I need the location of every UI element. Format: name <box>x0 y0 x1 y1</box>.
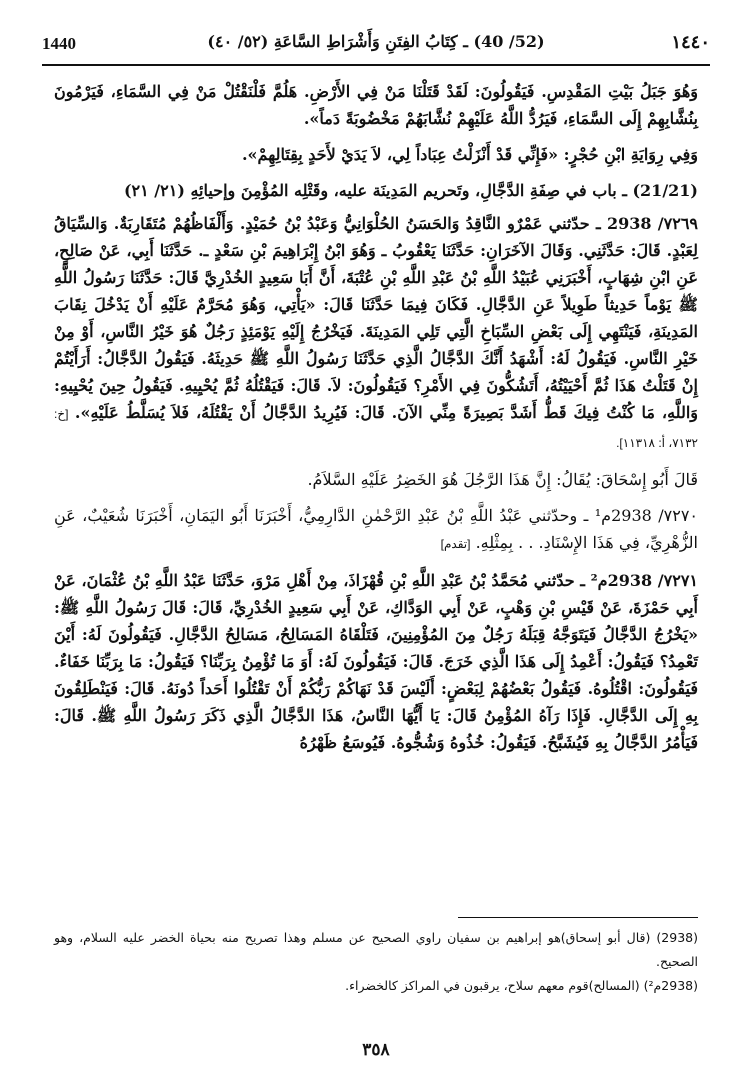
page-number-arabic: ١٤٤٠ <box>671 32 710 53</box>
paragraph-continuation: وَهُوَ جَبَلُ بَيْتِ المَقْدِسِ. فَيَقُولُونَ: لَقَدْ قَتَلْنَا مَنْ فِي الأَرْضِ. هَلُمَّ فَلْنَقْتُلْ مَنْ فِي السَّمَاءِ، فَيَرْمُونَ بِنُشَّابِهِمْ إِلَى السَّمَاءِ، فَيَرُدُّ اللَّهُ عَلَيْهِمْ نُشَّابَهُمْ مَخْضُوبَةً دَماً». <box>54 82 698 128</box>
page-number-latin: 1440 <box>42 34 76 53</box>
paragraph-ibn-hujr: وَفِي رِوَايَةِ ابْنِ حُجْرٍ: «فَإِنِّي قَدْ أَنْزَلْتُ عِبَاداً لِي، لاَ يَدَيْ لأَحَدٍ بِقِتَالِهِمْ». <box>241 145 698 164</box>
footnote-2938m2: (2938م²) (المسالح)قوم معهم سلاح، يرقبون في المراكز كالخضراء. <box>345 978 698 993</box>
folio-number: ٣٥٨ <box>362 1040 390 1060</box>
hadith-7271: ٧٢٧١/ 2938م² ـ حدّثني مُحَمَّدُ بْنُ عَبْدِ اللَّهِ بْنِ قُهْزَاذَ، مِنْ أَهْلِ مَرْوَ، حَدَّثَنَا عَبْدُ اللَّهِ بْنُ عُثْمَانَ، عَنْ أَبِي حَمْزَةَ، عَنْ قَيْسِ بْنِ وَهْبٍ، عَنْ أَبِي الوَدَّاكِ، عَنْ أَبِي سَعِيدٍ الخُدْرِيِّ، قَالَ: قَالَ رَسُولُ اللَّهِ ﷺ: «يَخْرُجُ الدَّجَّالُ فَيَتَوَجَّهُ قِبَلَهُ رَجُلٌ مِنَ المُؤْمِنِينَ، فَتَلْقَاهُ المَسَالِحُ، مَسَالِحُ الدَّجَّالِ. فَيَقُولُونَ لَهُ: أَيْنَ تَعْمِدُ؟ فَيَقُولُ: أَعْمِدُ إِلَى هَذَا الَّذِي خَرَجَ. قَالَ: فَيَقُولُونَ لَهُ: أَوَ مَا تُؤْمِنُ بِرَبِّنَا؟ فَيَقُولُ: مَا بِرَبِّنَا خَفَاءٌ. فَيَقُولُونَ: اقْتُلُوهُ. فَيَقُولُ بَعْضُهُمْ لِبَعْضٍ: أَلَيْسَ قَدْ نَهَاكُمْ رَبُّكُمْ أَنْ تَقْتُلُوا أَحَداً دُونَهُ. قَالَ: فَيَنْطَلِقُونَ بِهِ إِلَى الدَّجَّالِ. فَإِذَا رَآهُ المُؤْمِنُ قَالَ: يَا أَيُّهَا النَّاسُ، هَذَا الدَّجَّالُ الَّذِي ذَكَرَ رَسُولُ اللَّهِ ﷺ. قَالَ: فَيَأْمُرُ الدَّجَّالُ بِهِ فَيُشَبَّحُ. فَيَقُولُ: خُذُوهُ وَشُجُّوهُ. فَيُوسَعُ ظَهْرُهُ <box>54 571 698 752</box>
hadith-7270-references: [تقدم] <box>440 537 471 551</box>
main-text <box>54 78 698 765</box>
abu-ishaq-note: قَالَ أَبُو إِسْحَاقَ: يُقَالُ: إِنَّ هَذَا الرَّجُلَ هُوَ الخَضِرُ عَلَيْهِ السَّلاَمُ. <box>307 470 698 489</box>
running-title: (52/ 40) ـ كِتَابُ الفِتَنِ وَأَشْرَاطِ السَّاعَةِ (٥٢/ ٤٠) <box>207 32 545 51</box>
hadith-7270 <box>54 502 698 558</box>
footnote-divider <box>458 917 698 918</box>
header-divider <box>42 64 710 66</box>
hadith-7269-text: ٧٢٦٩/ 2938 ـ حدّثني عَمْرٌو النَّاقِدُ وَالحَسَنُ الحُلْوَانِيُّ وَعَبْدُ بْنُ حُمَيْدٍ. وَأَلْفَاظُهُمْ مُتَقَارِبَةٌ. وَالسِّيَاقُ لِعَبْدٍ. قَالَ: حَدَّثَنِي. وَقَالَ الآخَرَانِ: حَدَّثَنَا يَعْقُوبُ ـ وَهُوَ ابْنُ إِبْرَاهِيمَ بْنِ سَعْدٍ ـ. حَدَّثَنَا أَبِي، عَنْ صَالِحٍ، عَنِ ابْنِ شِهَابٍ، أَخْبَرَنِي عُبَيْدُ اللَّهِ بْنُ عَبْدِ اللَّهِ بْنِ عُتْبَةَ، أَنَّ أَبَا سَعِيدٍ الخُدْرِيَّ قَالَ: حَدَّثَنَا رَسُولُ اللَّهِ ﷺ يَوْماً حَدِيثاً طَوِيلاً عَنِ الدَّجَّالِ. فَكَانَ فِيمَا حَدَّثَنَا قَالَ: «يَأْتِي، وَهُوَ مُحَرَّمٌ عَلَيْهِ أَنْ يَدْخُلَ نِقَابَ المَدِينَةِ، فَيَنْتَهِي إِلَى بَعْضِ السِّبَاخِ الَّتِي تَلِي المَدِينَةَ. فَيَخْرُجُ إِلَيْهِ يَوْمَئِذٍ رَجُلٌ هُوَ خَيْرُ النَّاسِ، أَوْ مِنْ خَيْرِ النَّاسِ. فَيَقُولُ لَهُ: أَشْهَدُ أَنَّكَ الدَّجَّالُ الَّذِي حَدَّثَنَا رَسُولُ اللَّهِ ﷺ حَدِيثَهُ. فَيَقُولُ الدَّجَّالُ: أَرَأَيْتُمْ إِنْ قَتَلْتُ هَذَا ثُمَّ أَحْيَيْتُهُ، أَتَشُكُّونَ فِي الأَمْرِ؟ فَيَقُولُونَ: لاَ. قَالَ: فَيَقْتُلُهُ ثُمَّ يُحْيِيهِ. فَيَقُولُ حِينَ يُحْيِيهِ: وَاللَّهِ، مَا كُنْتُ فِيكَ قَطُّ أَشَدَّ بَصِيرَةً مِنِّي الآنَ. قَالَ: فَيُرِيدُ الدَّجَّالُ أَنْ يَقْتُلَهُ، فَلاَ يُسَلَّطُ عَلَيْهِ». <box>54 214 699 422</box>
hadith-7269 <box>54 210 698 457</box>
footnote-2938: (2938) (قال أبو إسحاق)هو إبراهيم بن سفيان راوي الصحيح عن مسلم وهذا تصريح منه بحياة الخضر عليه السلام، وهو الصحيح. <box>54 930 698 969</box>
hadith-7270-text: ٧٢٧٠/ 2938م¹ ـ وحدّثني عَبْدُ اللَّهِ بْنُ عَبْدِ الرَّحْمٰنِ الدَّارِمِيُّ، أَخْبَرَنَا أَبُو اليَمَانِ، أَخْبَرَنَا شُعَيْبٌ، عَنِ الزُّهْرِيِّ، فِي هَذَا الإِسْنَادِ. . . بِمِثْلِهِ. <box>54 506 698 552</box>
page-header <box>42 28 710 62</box>
chapter-heading: (21/21) ـ باب في صِفَةِ الدَّجَّالِ، وتَحريم المَدِينَة عليه، وقَتْلِه المُؤْمِنَ وإحيائِهِ (٢١/ ٢١) <box>123 181 698 200</box>
footnotes <box>54 926 698 998</box>
hadith-7269-references: [خ: ٧١٣٢، أ: ١١٣١٨]. <box>54 407 698 450</box>
